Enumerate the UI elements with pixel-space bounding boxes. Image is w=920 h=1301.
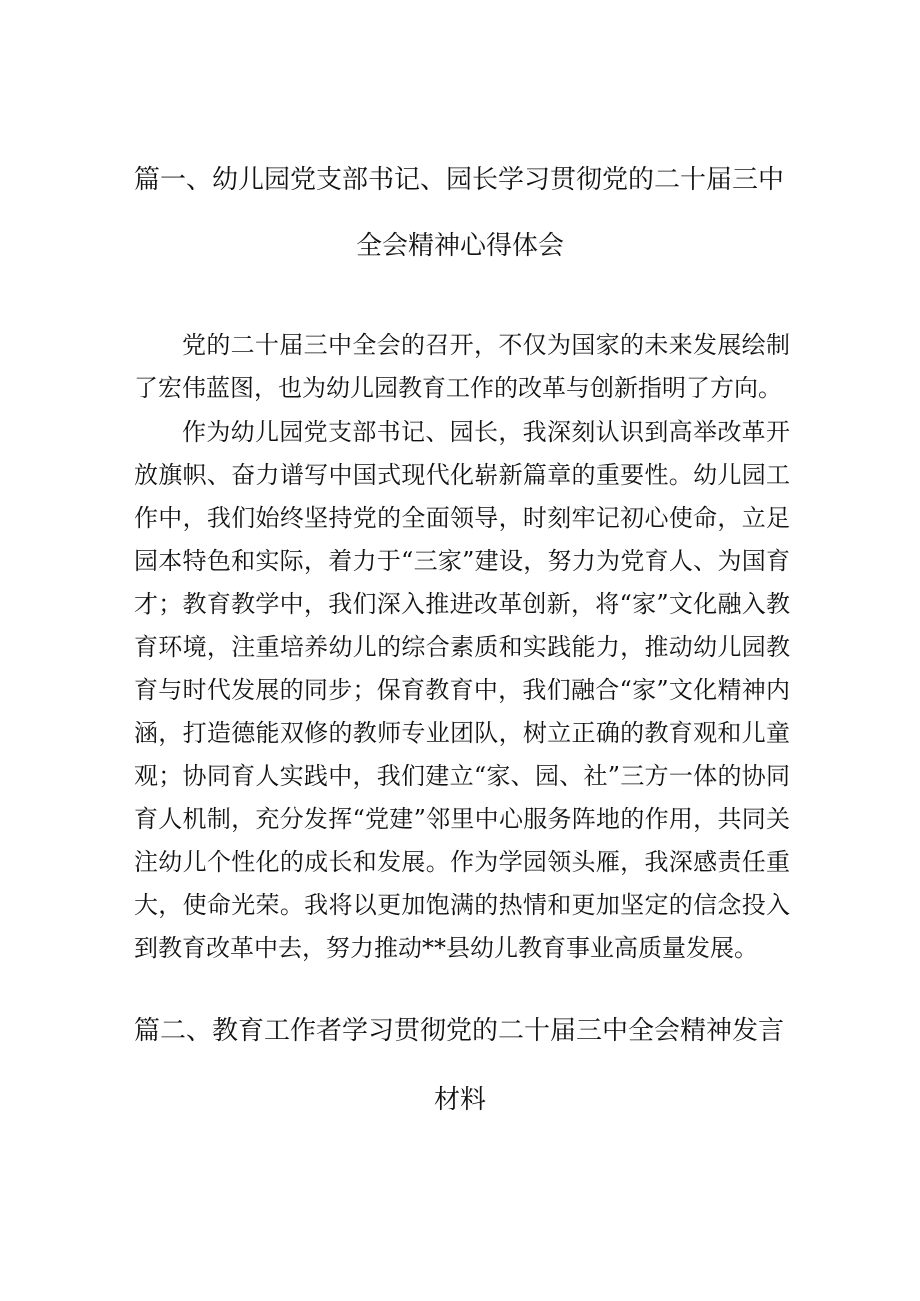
- section1-title-line1: 篇一、幼儿园党支部书记、园长学习贯彻党的二十届三中: [134, 165, 785, 195]
- section2-title-line1: 篇二、教育工作者学习贯彻党的二十届三中全会精神发言: [134, 1016, 785, 1046]
- section1-title-line2: 全会精神心得体会: [355, 231, 564, 261]
- section1-paragraph-2: 作为幼儿园党支部书记、园长，我深刻认识到高举改革开放旗帜、奋力谱写中国式现代化崭新篇章的重要性。幼儿园工作中，我们始终坚持党的全面领导，时刻牢记初心使命，立足园本特色和实际，着力于“三家”建设，努力为党育人、为国育才；教育教学中，我们深入推进改革创新，将“家”文化融入教育环境，注重培养幼儿的综合素质和实践能力，推动幼儿园教育与时代发展的同步；保育教育中，我们融合“家”文化精神内涵，打造德能双修的教师专业团队，树立正确的教育观和儿童观；协同育人实践中，我们建立“家、园、社”三方一体的协同育人机制，充分发挥“党建”邻里中心服务阵地的作用，共同关注幼儿个性化的成长和发展。作为学园领头雁，我深感责任重大，使命光荣。我将以更加饱满的热情和更加坚定的信念投入到教育改革中去，努力推动**县幼儿教育事业高质量发展。: [134, 418, 790, 962]
- section1-paragraph-1: 党的二十届三中全会的召开，不仅为国家的未来发展绘制了宏伟蓝图，也为幼儿园教育工作的改革与创新指明了方向。: [134, 331, 790, 402]
- section2-title-line2: 材料: [433, 1085, 486, 1115]
